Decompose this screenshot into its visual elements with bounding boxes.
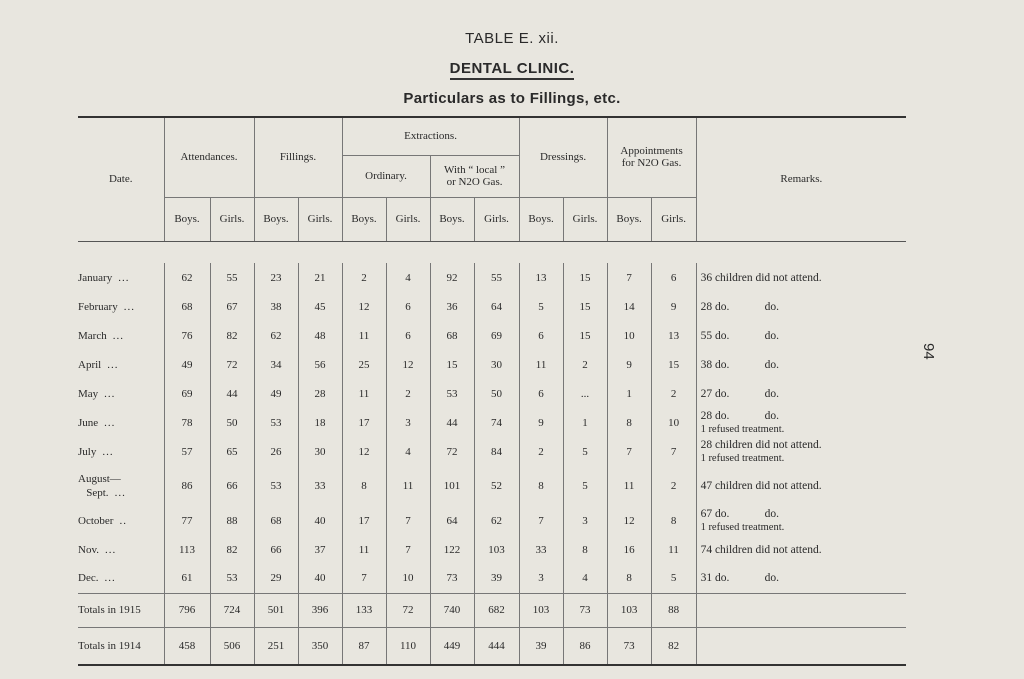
cell-value: 44 bbox=[430, 408, 474, 437]
remark-count: 38 do. bbox=[700, 358, 730, 371]
cell-value: 101 bbox=[430, 466, 474, 506]
cell-value: 7 bbox=[386, 506, 430, 535]
cell-value: 64 bbox=[430, 506, 474, 535]
total-value: 73 bbox=[607, 627, 651, 665]
header-remarks: Remarks. bbox=[696, 117, 906, 241]
table-row bbox=[78, 564, 906, 593]
remark bbox=[696, 321, 906, 350]
total-value: 251 bbox=[254, 627, 298, 665]
remark-sub: 1 refused treatment. bbox=[700, 521, 785, 533]
table-row bbox=[78, 408, 906, 437]
cell-value: 25 bbox=[342, 350, 386, 379]
total-value: 103 bbox=[519, 593, 563, 627]
cell-value: 23 bbox=[254, 263, 298, 292]
cell-value: 73 bbox=[430, 564, 474, 593]
cell-value: 2 bbox=[519, 437, 563, 466]
cell-value: 3 bbox=[563, 506, 607, 535]
cell-value: 84 bbox=[474, 437, 519, 466]
remark-text: 74 children did not attend. bbox=[700, 543, 822, 556]
remark bbox=[696, 535, 906, 564]
header-girls: Girls. bbox=[210, 197, 254, 241]
cell-value: 2 bbox=[651, 466, 696, 506]
remark bbox=[696, 506, 906, 535]
cell-value: 13 bbox=[651, 321, 696, 350]
remark-text: 47 children did not attend. bbox=[700, 480, 822, 492]
table-subtitle bbox=[0, 60, 1024, 77]
total-value: 350 bbox=[298, 627, 342, 665]
remark bbox=[696, 292, 906, 321]
table-row bbox=[78, 292, 906, 321]
header-boys: Boys. bbox=[607, 197, 651, 241]
remark-ditto: do. bbox=[764, 300, 779, 313]
cell-value: 38 bbox=[254, 292, 298, 321]
leader-dots: .. bbox=[119, 514, 127, 527]
cell-value: 82 bbox=[210, 321, 254, 350]
total-value: 39 bbox=[519, 627, 563, 665]
cell-value: 9 bbox=[519, 408, 563, 437]
table-row bbox=[78, 263, 906, 292]
cell-value: 10 bbox=[386, 564, 430, 593]
cell-value: 45 bbox=[298, 292, 342, 321]
totals-label: Totals in 1915 bbox=[78, 593, 164, 627]
cell-value: 8 bbox=[651, 506, 696, 535]
cell-value: 15 bbox=[563, 263, 607, 292]
header-girls: Girls. bbox=[563, 197, 607, 241]
cell-value: 2 bbox=[651, 379, 696, 408]
cell-value: 8 bbox=[607, 564, 651, 593]
cell-value: 7 bbox=[386, 535, 430, 564]
cell-value: 52 bbox=[474, 466, 519, 506]
cell-value: 72 bbox=[210, 350, 254, 379]
cell-value: 1 bbox=[607, 379, 651, 408]
cell-value: 33 bbox=[519, 535, 563, 564]
cell-value: 16 bbox=[607, 535, 651, 564]
cell-value: 3 bbox=[519, 564, 563, 593]
cell-value: 11 bbox=[607, 466, 651, 506]
table-row bbox=[78, 321, 906, 350]
cell-value: 6 bbox=[519, 379, 563, 408]
cell-value: 1 bbox=[563, 408, 607, 437]
month-name: May bbox=[78, 387, 99, 400]
cell-value: 40 bbox=[298, 564, 342, 593]
cell-value: 56 bbox=[298, 350, 342, 379]
cell-value: 30 bbox=[474, 350, 519, 379]
cell-value: 49 bbox=[254, 379, 298, 408]
cell-value: 7 bbox=[342, 564, 386, 593]
cell-value: 76 bbox=[164, 321, 210, 350]
cell-value: 113 bbox=[164, 535, 210, 564]
month-label bbox=[78, 321, 164, 350]
cell-value: 50 bbox=[210, 408, 254, 437]
cell-value: 74 bbox=[474, 408, 519, 437]
cell-value: 29 bbox=[254, 564, 298, 593]
total-value: 396 bbox=[298, 593, 342, 627]
month-line2: Sept. bbox=[86, 487, 109, 499]
cell-value: 77 bbox=[164, 506, 210, 535]
total-value: 110 bbox=[386, 627, 430, 665]
cell-value: 55 bbox=[474, 263, 519, 292]
cell-value: 40 bbox=[298, 506, 342, 535]
month-label bbox=[78, 379, 164, 408]
remark-sub: 1 refused treatment. bbox=[700, 423, 785, 435]
total-value: 740 bbox=[430, 593, 474, 627]
leader-dots: ... bbox=[102, 445, 114, 458]
cell-value: 62 bbox=[474, 506, 519, 535]
cell-value: 33 bbox=[298, 466, 342, 506]
remark-count: 31 do. bbox=[700, 572, 730, 585]
cell-value: 53 bbox=[210, 564, 254, 593]
cell-value: 14 bbox=[607, 292, 651, 321]
header-date: Date. bbox=[78, 117, 164, 241]
month-label bbox=[78, 408, 164, 437]
cell-value: 69 bbox=[474, 321, 519, 350]
subtitle-text: DENTAL CLINIC. bbox=[450, 60, 575, 80]
remark-text: 36 children did not attend. bbox=[700, 271, 822, 284]
total-value: 501 bbox=[254, 593, 298, 627]
cell-value: 13 bbox=[519, 263, 563, 292]
remark-count: 28 do. bbox=[700, 300, 730, 313]
remark-empty bbox=[696, 593, 906, 627]
month-name: June bbox=[78, 416, 99, 429]
appointments-line1: Appointments bbox=[620, 145, 683, 158]
cell-value: 68 bbox=[430, 321, 474, 350]
leader-dots: ... bbox=[112, 329, 124, 342]
cell-value: 2 bbox=[386, 379, 430, 408]
cell-value: 72 bbox=[430, 437, 474, 466]
header-fillings: Fillings. bbox=[254, 117, 342, 197]
remark-count: 67 do. bbox=[700, 507, 730, 520]
cell-value: 8 bbox=[342, 466, 386, 506]
cell-value: 6 bbox=[386, 321, 430, 350]
cell-value: 10 bbox=[607, 321, 651, 350]
cell-value: 67 bbox=[210, 292, 254, 321]
header-boys: Boys. bbox=[519, 197, 563, 241]
remark-ditto: do. bbox=[764, 409, 779, 422]
totals-row bbox=[78, 593, 906, 627]
remark-count: 28 do. bbox=[700, 409, 730, 422]
cell-value: 30 bbox=[298, 437, 342, 466]
header-girls: Girls. bbox=[651, 197, 696, 241]
remark-ditto: do. bbox=[764, 572, 779, 585]
cell-value: 4 bbox=[563, 564, 607, 593]
header-attendances: Attendances. bbox=[164, 117, 254, 197]
table-row bbox=[78, 535, 906, 564]
remark-ditto: do. bbox=[764, 387, 779, 400]
leader-dots: ... bbox=[104, 416, 116, 429]
remark-count: 27 do. bbox=[700, 387, 730, 400]
remark-ditto: do. bbox=[764, 358, 779, 371]
total-value: 682 bbox=[474, 593, 519, 627]
month-name: February bbox=[78, 300, 118, 313]
table-row bbox=[78, 437, 906, 466]
cell-value: 68 bbox=[164, 292, 210, 321]
cell-value: 18 bbox=[298, 408, 342, 437]
cell-value: 57 bbox=[164, 437, 210, 466]
cell-value: 9 bbox=[607, 350, 651, 379]
cell-value: 48 bbox=[298, 321, 342, 350]
cell-value: 92 bbox=[430, 263, 474, 292]
cell-value: 103 bbox=[474, 535, 519, 564]
cell-value: 26 bbox=[254, 437, 298, 466]
month-name: October bbox=[78, 514, 114, 527]
cell-value: 62 bbox=[254, 321, 298, 350]
remark bbox=[696, 350, 906, 379]
cell-value: 2 bbox=[342, 263, 386, 292]
cell-value: 7 bbox=[607, 263, 651, 292]
cell-value: 69 bbox=[164, 379, 210, 408]
total-value: 458 bbox=[164, 627, 210, 665]
page-number: 94 bbox=[920, 343, 937, 360]
cell-value: 12 bbox=[607, 506, 651, 535]
cell-value: 17 bbox=[342, 506, 386, 535]
month-label bbox=[78, 263, 164, 292]
table-number: TABLE E. xii. bbox=[465, 30, 559, 47]
total-value: 103 bbox=[607, 593, 651, 627]
cell-value: 53 bbox=[254, 408, 298, 437]
total-value: 88 bbox=[651, 593, 696, 627]
cell-value: 15 bbox=[563, 321, 607, 350]
cell-value: 7 bbox=[651, 437, 696, 466]
cell-value: 44 bbox=[210, 379, 254, 408]
cell-value: 11 bbox=[519, 350, 563, 379]
cell-value: 64 bbox=[474, 292, 519, 321]
cell-value: 17 bbox=[342, 408, 386, 437]
totals-row bbox=[78, 627, 906, 665]
cell-value: 4 bbox=[386, 437, 430, 466]
local-line2: or N2O Gas. bbox=[446, 176, 503, 188]
leader-dots: ... bbox=[104, 387, 116, 400]
remark-count: 55 do. bbox=[700, 329, 730, 342]
remark-text: 28 children did not attend. bbox=[700, 438, 822, 451]
total-value: 73 bbox=[563, 593, 607, 627]
cell-value: 11 bbox=[386, 466, 430, 506]
total-value: 86 bbox=[563, 627, 607, 665]
header-ordinary: Ordinary. bbox=[342, 155, 430, 197]
cell-value: 2 bbox=[563, 350, 607, 379]
total-value: 82 bbox=[651, 627, 696, 665]
total-value: 87 bbox=[342, 627, 386, 665]
cell-value: 15 bbox=[651, 350, 696, 379]
month-name: March bbox=[78, 329, 107, 342]
table-row bbox=[78, 506, 906, 535]
remark bbox=[696, 408, 906, 437]
cell-value: 12 bbox=[342, 437, 386, 466]
header-boys: Boys. bbox=[164, 197, 210, 241]
cell-value: 11 bbox=[342, 379, 386, 408]
cell-value: 82 bbox=[210, 535, 254, 564]
cell-value: 62 bbox=[164, 263, 210, 292]
leader-dots: ... bbox=[123, 300, 135, 313]
leader-dots: ... bbox=[107, 358, 119, 371]
cell-value: 86 bbox=[164, 466, 210, 506]
dental-clinic-table bbox=[78, 116, 906, 666]
cell-value: 53 bbox=[430, 379, 474, 408]
table-row bbox=[78, 466, 906, 506]
cell-value: 61 bbox=[164, 564, 210, 593]
remark bbox=[696, 437, 906, 466]
cell-value: 12 bbox=[386, 350, 430, 379]
header-girls: Girls. bbox=[474, 197, 519, 241]
cell-value: 11 bbox=[342, 321, 386, 350]
cell-value: 5 bbox=[651, 564, 696, 593]
remark bbox=[696, 263, 906, 292]
cell-value: 5 bbox=[519, 292, 563, 321]
header-extractions: Extractions. bbox=[342, 117, 519, 155]
header-girls: Girls. bbox=[386, 197, 430, 241]
leader-dots: ... bbox=[104, 572, 116, 585]
month-label bbox=[78, 350, 164, 379]
cell-value: 21 bbox=[298, 263, 342, 292]
cell-value: 55 bbox=[210, 263, 254, 292]
cell-value: 15 bbox=[430, 350, 474, 379]
leader-dots: ... bbox=[104, 543, 117, 556]
cell-value: 7 bbox=[607, 437, 651, 466]
cell-value: 9 bbox=[651, 292, 696, 321]
cell-value: 53 bbox=[254, 466, 298, 506]
cell-value: 88 bbox=[210, 506, 254, 535]
total-value: 444 bbox=[474, 627, 519, 665]
cell-value: 11 bbox=[651, 535, 696, 564]
total-value: 796 bbox=[164, 593, 210, 627]
month-label bbox=[78, 535, 164, 564]
total-value: 449 bbox=[430, 627, 474, 665]
cell-value: 4 bbox=[386, 263, 430, 292]
cell-value: 6 bbox=[519, 321, 563, 350]
remark-ditto: do. bbox=[764, 329, 779, 342]
cell-value: 3 bbox=[386, 408, 430, 437]
cell-value: 12 bbox=[342, 292, 386, 321]
leader-dots: ... bbox=[118, 271, 130, 284]
cell-value: 66 bbox=[210, 466, 254, 506]
totals-label: Totals in 1914 bbox=[78, 627, 164, 665]
cell-value: 5 bbox=[563, 437, 607, 466]
cell-value: 15 bbox=[563, 292, 607, 321]
remark bbox=[696, 564, 906, 593]
total-value: 133 bbox=[342, 593, 386, 627]
header-dressings: Dressings. bbox=[519, 117, 607, 197]
remark-empty bbox=[696, 627, 906, 665]
remark bbox=[696, 379, 906, 408]
cell-value: 122 bbox=[430, 535, 474, 564]
header-boys: Boys. bbox=[342, 197, 386, 241]
cell-value: 68 bbox=[254, 506, 298, 535]
cell-value: 5 bbox=[563, 466, 607, 506]
leader-dots: ... bbox=[114, 487, 126, 499]
table-row bbox=[78, 379, 906, 408]
month-label bbox=[78, 466, 164, 506]
cell-value: 6 bbox=[386, 292, 430, 321]
table-row bbox=[78, 350, 906, 379]
month-label bbox=[78, 292, 164, 321]
cell-value: 49 bbox=[164, 350, 210, 379]
cell-value: 37 bbox=[298, 535, 342, 564]
cell-value: 8 bbox=[563, 535, 607, 564]
cell-value: 36 bbox=[430, 292, 474, 321]
month-label bbox=[78, 437, 164, 466]
cell-value: 6 bbox=[651, 263, 696, 292]
table-heading: Particulars as to Fillings, etc. bbox=[403, 90, 621, 107]
appointments-line2: for N2O Gas. bbox=[621, 157, 682, 170]
month-name: January bbox=[78, 271, 113, 284]
header-appointments bbox=[607, 117, 696, 197]
month-line1: August— bbox=[78, 473, 121, 485]
cell-value: 11 bbox=[342, 535, 386, 564]
remark-ditto: do. bbox=[764, 507, 779, 520]
month-name: April bbox=[78, 358, 102, 371]
cell-value: 66 bbox=[254, 535, 298, 564]
cell-value: 65 bbox=[210, 437, 254, 466]
cell-value: 39 bbox=[474, 564, 519, 593]
local-line1: With “ local ” bbox=[444, 164, 505, 176]
remark bbox=[696, 466, 906, 506]
cell-value: 8 bbox=[519, 466, 563, 506]
header-girls: Girls. bbox=[298, 197, 342, 241]
cell-value: ... bbox=[563, 379, 607, 408]
month-name: Nov. bbox=[78, 543, 99, 556]
header-boys: Boys. bbox=[430, 197, 474, 241]
cell-value: 50 bbox=[474, 379, 519, 408]
cell-value: 28 bbox=[298, 379, 342, 408]
cell-value: 7 bbox=[519, 506, 563, 535]
remark-sub: 1 refused treatment. bbox=[700, 452, 785, 464]
cell-value: 78 bbox=[164, 408, 210, 437]
total-value: 72 bbox=[386, 593, 430, 627]
total-value: 506 bbox=[210, 627, 254, 665]
cell-value: 34 bbox=[254, 350, 298, 379]
cell-value: 8 bbox=[607, 408, 651, 437]
month-name: July bbox=[78, 445, 97, 458]
header-local-gas bbox=[430, 155, 519, 197]
month-name: Dec. bbox=[78, 572, 99, 585]
month-label bbox=[78, 564, 164, 593]
total-value: 724 bbox=[210, 593, 254, 627]
header-boys: Boys. bbox=[254, 197, 298, 241]
month-label bbox=[78, 506, 164, 535]
cell-value: 10 bbox=[651, 408, 696, 437]
